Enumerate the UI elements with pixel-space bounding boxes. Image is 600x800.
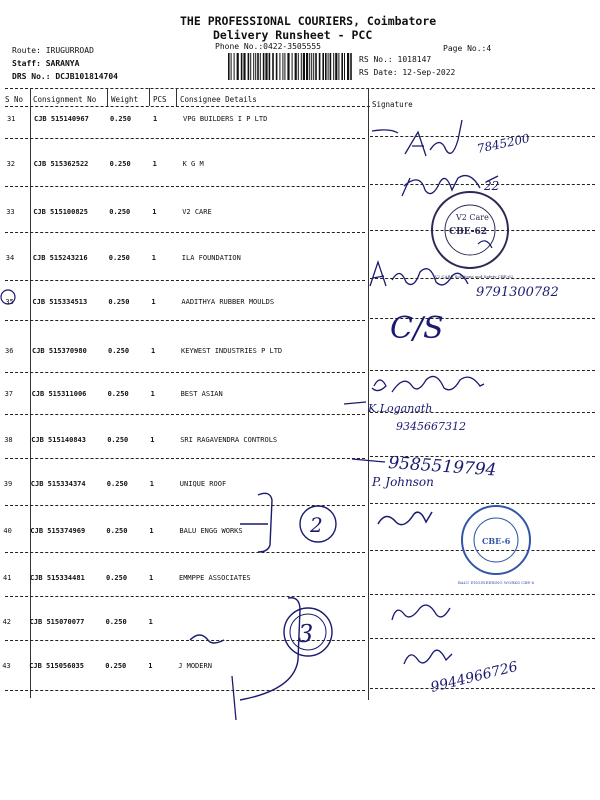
cell-pcs: 1	[152, 208, 157, 216]
cell-sno: 37	[4, 390, 14, 398]
cell-consignee: BALU ENGG WORKS	[179, 527, 243, 535]
barcode-bar	[243, 53, 245, 80]
signature-mark	[372, 120, 462, 156]
row-divider	[370, 370, 595, 371]
cell-pcs: 1	[151, 298, 156, 306]
barcode-bar	[228, 53, 230, 80]
row-divider	[370, 594, 595, 595]
barcode-bar	[260, 53, 261, 80]
row-divider	[370, 503, 595, 504]
cell-sno: 34	[5, 254, 15, 262]
row-divider	[370, 230, 595, 231]
barcode-bar	[330, 53, 332, 80]
header-bottom-rule	[5, 106, 370, 107]
barcode-bar	[265, 53, 267, 80]
cell-pcs: 1	[149, 480, 155, 488]
bracket-mark	[190, 598, 300, 700]
handwritten-cs: C/S	[390, 311, 444, 346]
cell-consignment: CJB 515374969	[30, 527, 86, 535]
handwritten-name: K.Loganath	[368, 402, 433, 415]
barcode-bar	[234, 53, 235, 80]
cell-consignee: V2 CARE	[182, 208, 212, 216]
circled-number: 2	[310, 513, 323, 537]
barcode-bar	[335, 53, 337, 80]
cell-sno: 39	[3, 480, 13, 488]
barcode-bar	[344, 53, 345, 80]
cell-sno: 35	[5, 298, 14, 306]
col-divider	[176, 88, 177, 106]
barcode-bar	[237, 53, 239, 80]
cell-consignment: CJB 515140967	[34, 115, 89, 123]
rs-number: RS No.: 1018147	[359, 55, 432, 64]
cell-sno: 36	[5, 347, 14, 355]
company-stamp	[462, 506, 530, 574]
cell-weight: 0.250	[108, 254, 130, 262]
cell-consignee: SRI RAGAVENDRA CONTROLS	[180, 436, 278, 444]
cell-pcs: 1	[148, 618, 153, 626]
cell-consignee: KEYWEST INDUSTRIES P LTD	[181, 347, 283, 355]
barcode-bar	[248, 53, 250, 80]
barcode	[228, 53, 353, 80]
row-divider	[5, 372, 365, 373]
handwritten-phone: 9791300782	[476, 285, 559, 300]
cell-consignment: CJB 515362522	[33, 160, 89, 168]
barcode-bar	[313, 53, 314, 80]
row-divider	[370, 278, 595, 279]
cell-pcs: 1	[152, 160, 157, 168]
barcode-bar	[255, 53, 256, 80]
cell-consignment: CJB 515334481	[30, 574, 85, 582]
cell-weight: 0.250	[106, 574, 128, 582]
handwritten-phone: 9345667312	[396, 420, 466, 433]
row-divider	[370, 318, 595, 319]
cell-consignment: CJB 515140843	[31, 436, 86, 444]
barcode-bar	[309, 53, 310, 80]
row-divider	[5, 458, 365, 459]
signature-mark	[392, 605, 452, 664]
cell-weight: 0.250	[110, 115, 132, 123]
row-divider	[370, 412, 595, 413]
cell-weight: 0.250	[105, 662, 127, 670]
stamp-2-caption: BALU ENGINEERING WORKS CBE-6	[457, 580, 535, 585]
cell-sno: 32	[6, 160, 16, 168]
staff-label: Staff: SARANYA	[12, 59, 80, 68]
cell-weight: 0.250	[106, 480, 128, 488]
signature-mark	[402, 176, 498, 196]
barcode-bar	[272, 53, 274, 80]
barcode-bar	[253, 53, 254, 80]
cell-sno: 40	[3, 527, 12, 535]
col-header-consignment: Consignment No	[33, 95, 97, 104]
col-divider	[107, 88, 108, 106]
rs-date: RS Date: 12-Sep-2022	[359, 68, 456, 77]
barcode-bar	[303, 53, 305, 80]
cell-consignee: EMMPPE ASSOCIATES	[179, 574, 251, 582]
handwritten-mark: 22	[484, 179, 500, 193]
row-divider	[5, 186, 365, 187]
barcode-bar	[306, 53, 308, 80]
barcode-bar	[284, 53, 285, 80]
cell-weight: 0.250	[108, 347, 130, 355]
cell-weight: 0.250	[109, 208, 131, 216]
cell-weight: 0.250	[105, 618, 127, 626]
cell-pcs: 1	[150, 390, 155, 398]
barcode-bar	[257, 53, 259, 80]
cell-consignment: CJB 515370980	[32, 347, 87, 355]
svg-text:CBE-6: CBE-6	[482, 536, 511, 546]
row-divider	[370, 136, 595, 137]
route-label: Route: IRUGURROAD	[12, 46, 94, 55]
barcode-bar	[282, 53, 283, 80]
col-header-consignee: Consignee Details	[180, 95, 257, 104]
row-divider	[5, 232, 365, 233]
cell-consignee: K G M	[182, 160, 204, 168]
barcode-bar	[276, 53, 278, 80]
cell-consignment: CJB 515056035	[29, 662, 84, 670]
drs-number: DRS No.: DCJB101814704	[12, 72, 118, 81]
cell-sno: 33	[6, 208, 15, 216]
col-header-pcs: PCS	[153, 95, 167, 104]
phone-number: Phone No.:0422-3505555	[215, 42, 321, 51]
barcode-bar	[298, 53, 299, 80]
cell-sno: 43	[2, 662, 11, 670]
row-divider	[5, 690, 365, 691]
cell-pcs: 1	[153, 115, 158, 123]
row-divider	[5, 320, 365, 321]
cell-consignee: VPG BUILDERS I P LTD	[183, 115, 268, 123]
col-header-signature: Signature	[372, 100, 413, 109]
cell-consignee: AADITHYA RUBBER MOULDS	[181, 298, 275, 306]
handwritten-phone: 9944966726	[429, 658, 520, 696]
row-divider	[370, 184, 595, 185]
row-divider	[5, 552, 365, 553]
barcode-bar	[311, 53, 312, 80]
barcode-bar	[322, 53, 324, 80]
cell-consignee: ILA FOUNDATION	[181, 254, 241, 262]
barcode-bar	[338, 53, 339, 80]
header-top-rule	[5, 88, 595, 89]
row-divider	[5, 414, 365, 415]
barcode-bar	[341, 53, 343, 80]
barcode-bar	[269, 53, 271, 80]
row-divider	[370, 456, 595, 457]
circled-number: 3	[298, 620, 314, 648]
cell-pcs: 1	[150, 436, 155, 444]
row-divider	[370, 688, 595, 689]
page-subtitle: Delivery Runsheet - PCC	[213, 28, 373, 42]
cell-weight: 0.250	[109, 160, 131, 168]
page-number: Page No.:4	[443, 44, 492, 53]
cell-consignee: J MODERN	[178, 662, 212, 670]
cell-consignment: CJB 515100825	[33, 208, 88, 216]
cell-weight: 0.250	[108, 298, 130, 306]
page-title: THE PROFESSIONAL COURIERS, Coimbatore	[180, 14, 437, 28]
row-divider	[5, 138, 365, 139]
barcode-bar	[347, 53, 349, 80]
barcode-bar	[263, 53, 265, 80]
bracket-mark	[240, 493, 272, 552]
barcode-bar	[325, 53, 327, 80]
barcode-bar	[231, 53, 232, 80]
cell-pcs: 1	[151, 254, 157, 262]
barcode-bar	[333, 53, 334, 80]
barcode-bar	[287, 53, 289, 80]
barcode-bar	[295, 53, 297, 80]
handwritten-phone: 9585519794	[387, 453, 497, 481]
cell-consignee: BEST ASIAN	[180, 390, 223, 398]
cell-weight: 0.250	[107, 390, 129, 398]
col-divider	[149, 88, 150, 106]
barcode-bar	[279, 53, 280, 80]
row-divider	[370, 550, 595, 551]
row-divider	[5, 640, 365, 641]
cell-sno: 41	[3, 574, 12, 582]
cell-consignment: CJB 515334374	[30, 480, 86, 488]
cell-pcs: 1	[148, 662, 153, 670]
col-header-sno: S No	[5, 95, 24, 104]
col-header-weight: Weight	[111, 95, 139, 104]
cell-weight: 0.250	[107, 436, 129, 444]
svg-text:V2 Care: V2 Care	[456, 213, 489, 222]
cell-weight: 0.250	[106, 527, 128, 535]
cell-pcs: 1	[151, 347, 156, 355]
cell-consignment: CJB 515311006	[31, 390, 87, 398]
barcode-bar	[292, 53, 293, 80]
signature-mark	[378, 512, 432, 525]
barcode-bar	[241, 53, 243, 80]
cell-pcs: 1	[149, 527, 154, 535]
col-divider	[368, 88, 369, 700]
cell-pcs: 1	[149, 574, 154, 582]
handwritten-phone: 7845200	[475, 131, 531, 156]
cell-sno: 31	[7, 115, 16, 123]
signature-mark	[370, 262, 468, 286]
cell-consignment: CJB 515070077	[29, 618, 85, 626]
barcode-bar	[319, 53, 321, 80]
barcode-bar	[301, 53, 302, 80]
barcode-bar	[350, 53, 352, 80]
cell-consignee: UNIQUE ROOF	[179, 480, 227, 488]
barcode-bar	[250, 53, 251, 80]
barcode-bar	[315, 53, 317, 80]
cell-consignment: CJB 515243216	[32, 254, 88, 262]
cell-sno: 38	[4, 436, 13, 444]
stamp-1-caption: V2 CARE Solutions and Safety CBE-62	[434, 274, 514, 279]
cell-consignment: CJB 515334513	[32, 298, 88, 306]
row-divider	[5, 505, 365, 506]
cell-sno: 42	[2, 618, 12, 626]
row-divider	[5, 596, 365, 597]
handwritten-name: P. Johnson	[372, 475, 434, 489]
row-divider	[370, 638, 595, 639]
signature-mark	[372, 376, 484, 392]
row-divider	[5, 280, 365, 281]
stamp-text: CBE-62	[449, 227, 488, 237]
barcode-bar	[328, 53, 329, 80]
